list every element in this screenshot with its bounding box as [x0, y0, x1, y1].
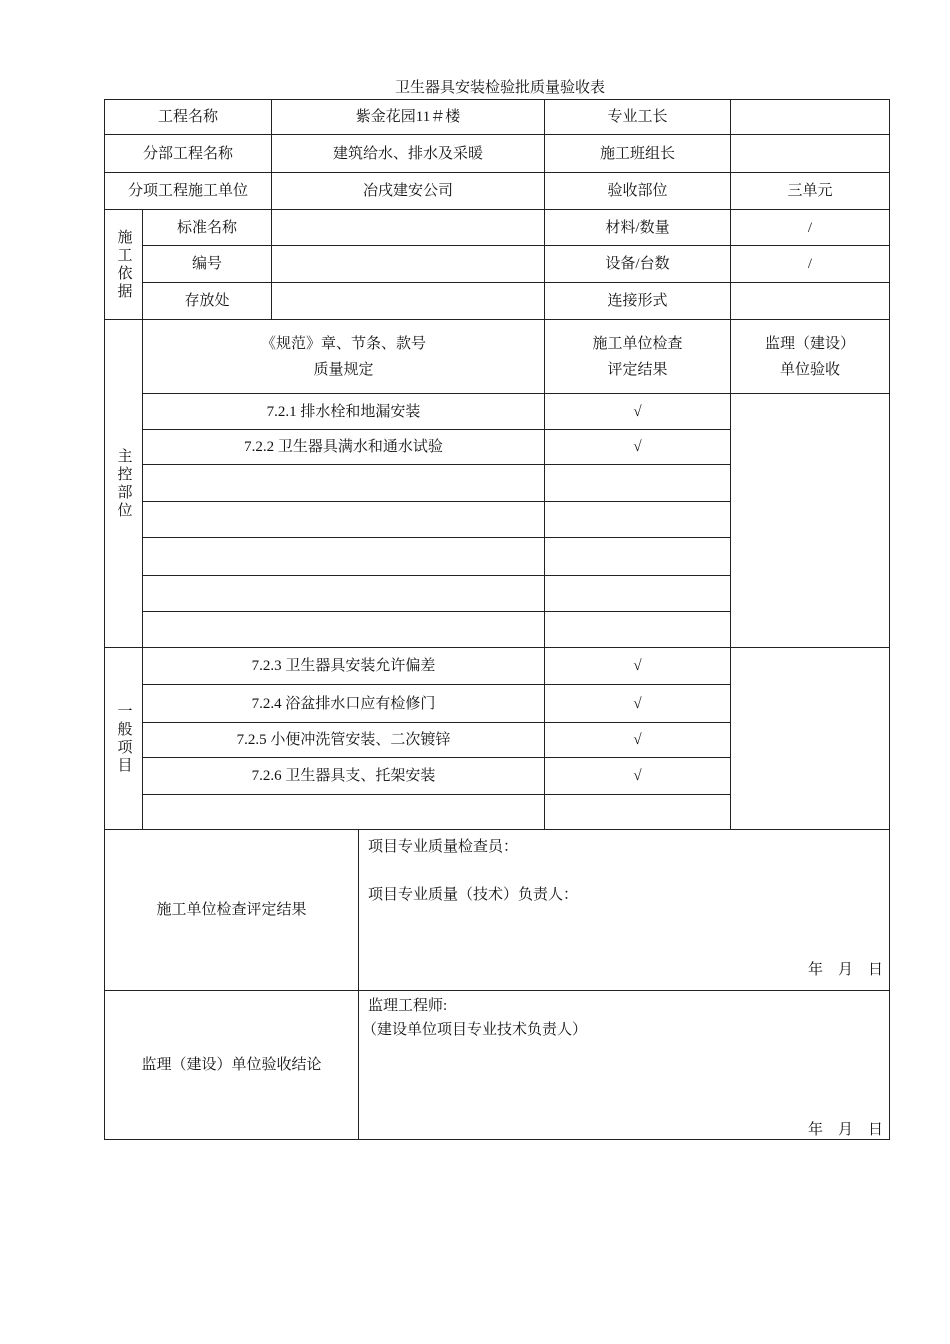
empty-row [142, 794, 545, 830]
construction-result-label-cell [104, 829, 359, 991]
table-row-result [544, 684, 731, 723]
project-name-label: 工程名称 [157, 109, 218, 125]
equipment-value: / [807, 256, 813, 272]
general-item-text: 7.2.4 浴盆排水口应有检修门 [251, 695, 436, 712]
table-row-result [544, 722, 731, 758]
general-section-cell [104, 647, 143, 830]
basis-section-label: 施工依据 [115, 228, 132, 301]
table-row-result [544, 393, 731, 430]
table-row [142, 647, 545, 685]
unit-label-cell [104, 172, 272, 210]
material-value-cell [730, 209, 890, 246]
basis-section-cell [104, 209, 143, 320]
spec-header-cell [142, 319, 545, 394]
empty-row-result [544, 501, 731, 538]
main-control-supervise-cell [730, 393, 890, 648]
check-header-line1: 施工单位检查 [592, 335, 683, 352]
acceptance-part-cell [730, 172, 890, 210]
supervise-header-line2: 单位验收 [779, 361, 840, 378]
empty-row [142, 575, 545, 612]
connection-label-cell [544, 282, 731, 320]
empty-row [142, 537, 545, 576]
number-label-cell [142, 245, 272, 283]
engineer-note-line: （建设单位项目专业技术负责人） [362, 1022, 588, 1038]
empty-row-result [544, 794, 731, 830]
unit-value: 冶戌建安公司 [362, 183, 453, 199]
table-row [142, 393, 545, 430]
general-item-text: 7.2.6 卫生器具支、托架安装 [251, 768, 436, 784]
table-row [142, 757, 545, 795]
supervision-result-label-cell [104, 990, 359, 1140]
connection-value-cell [730, 282, 890, 320]
main-control-section-cell [104, 319, 143, 648]
connection-label: 连接形式 [607, 293, 668, 309]
acceptance-part-label: 验收部位 [607, 183, 668, 199]
supervision-date: 年 月 日 [808, 1122, 884, 1138]
table-row [142, 684, 545, 723]
project-name-value: 紫金花园11＃楼 [355, 109, 461, 125]
standard-name-cell [271, 209, 545, 246]
project-name-cell [271, 99, 545, 135]
standard-name-label: 标准名称 [176, 219, 237, 236]
storage-label-cell [142, 282, 272, 320]
empty-row [142, 611, 545, 648]
empty-row-result [544, 464, 731, 502]
check-mark: √ [633, 403, 642, 420]
supervision-result-label: 监理（建设）单位验收结论 [141, 1057, 322, 1073]
table-row-result [544, 429, 731, 465]
subproject-label: 分部工程名称 [142, 145, 233, 162]
team-leader-label: 施工班组长 [599, 145, 675, 162]
construction-date: 年 月 日 [808, 962, 884, 978]
page-title: 卫生器具安装检验批质量验收表 [394, 80, 605, 96]
empty-row-result [544, 575, 731, 612]
general-item-text: 7.2.5 小便冲洗管安装、二次镀锌 [236, 732, 451, 748]
construction-result-label: 施工单位检查评定结果 [156, 902, 307, 918]
foreman-cell [730, 99, 890, 135]
standard-name-label-cell [142, 209, 272, 246]
main-item-text: 7.2.1 排水栓和地漏安装 [266, 403, 421, 420]
inspector-line: 项目专业质量检查员： [368, 839, 519, 855]
check-mark: √ [633, 439, 642, 455]
table-row-result [544, 757, 731, 795]
acceptance-part-value: 三单元 [787, 183, 833, 199]
spec-header-line1: 《规范》章、节条、款号 [260, 335, 426, 352]
check-mark: √ [633, 732, 642, 748]
unit-label: 分项工程施工单位 [127, 183, 248, 199]
supervise-header-line1: 监理（建设） [764, 335, 855, 352]
engineer-line: 监理工程师: [368, 998, 448, 1014]
equipment-value-cell [730, 245, 890, 283]
table-row [142, 722, 545, 758]
general-label: 一般项目 [115, 702, 132, 775]
project-name-label-cell [104, 99, 272, 135]
empty-row-result [544, 537, 731, 576]
material-label: 材料/数量 [605, 219, 670, 236]
team-leader-cell [730, 134, 890, 173]
check-mark: √ [633, 695, 642, 712]
number-cell [271, 245, 545, 283]
subproject-cell [271, 134, 545, 173]
empty-row [142, 464, 545, 502]
check-mark: √ [633, 658, 642, 674]
foreman-label: 专业工长 [607, 109, 668, 125]
empty-row-result [544, 611, 731, 648]
equipment-label: 设备/台数 [605, 256, 670, 272]
material-value: / [807, 219, 813, 236]
supervise-header-cell [730, 319, 890, 394]
general-item-text: 7.2.3 卫生器具安装允许偏差 [251, 658, 436, 674]
equipment-label-cell [544, 245, 731, 283]
manager-line: 项目专业质量（技术）负责人： [368, 887, 579, 903]
main-item-text: 7.2.2 卫生器具满水和通水试验 [244, 439, 443, 455]
spec-header-line2: 质量规定 [313, 361, 374, 378]
table-row-result [544, 647, 731, 685]
check-header-line2: 评定结果 [607, 361, 668, 378]
general-supervise-cell [730, 647, 890, 830]
table-row [142, 429, 545, 465]
check-mark: √ [633, 768, 642, 784]
number-label: 编号 [191, 256, 222, 272]
main-control-label: 主控部位 [115, 447, 132, 520]
empty-row [142, 501, 545, 538]
team-leader-label-cell [544, 134, 731, 173]
material-label-cell [544, 209, 731, 246]
storage-label: 存放处 [184, 293, 230, 309]
acceptance-part-label-cell [544, 172, 731, 210]
subproject-value: 建筑给水、排水及采暖 [332, 145, 483, 162]
subproject-label-cell [104, 134, 272, 173]
foreman-label-cell [544, 99, 731, 135]
storage-cell [271, 282, 545, 320]
check-header-cell [544, 319, 731, 394]
unit-cell [271, 172, 545, 210]
